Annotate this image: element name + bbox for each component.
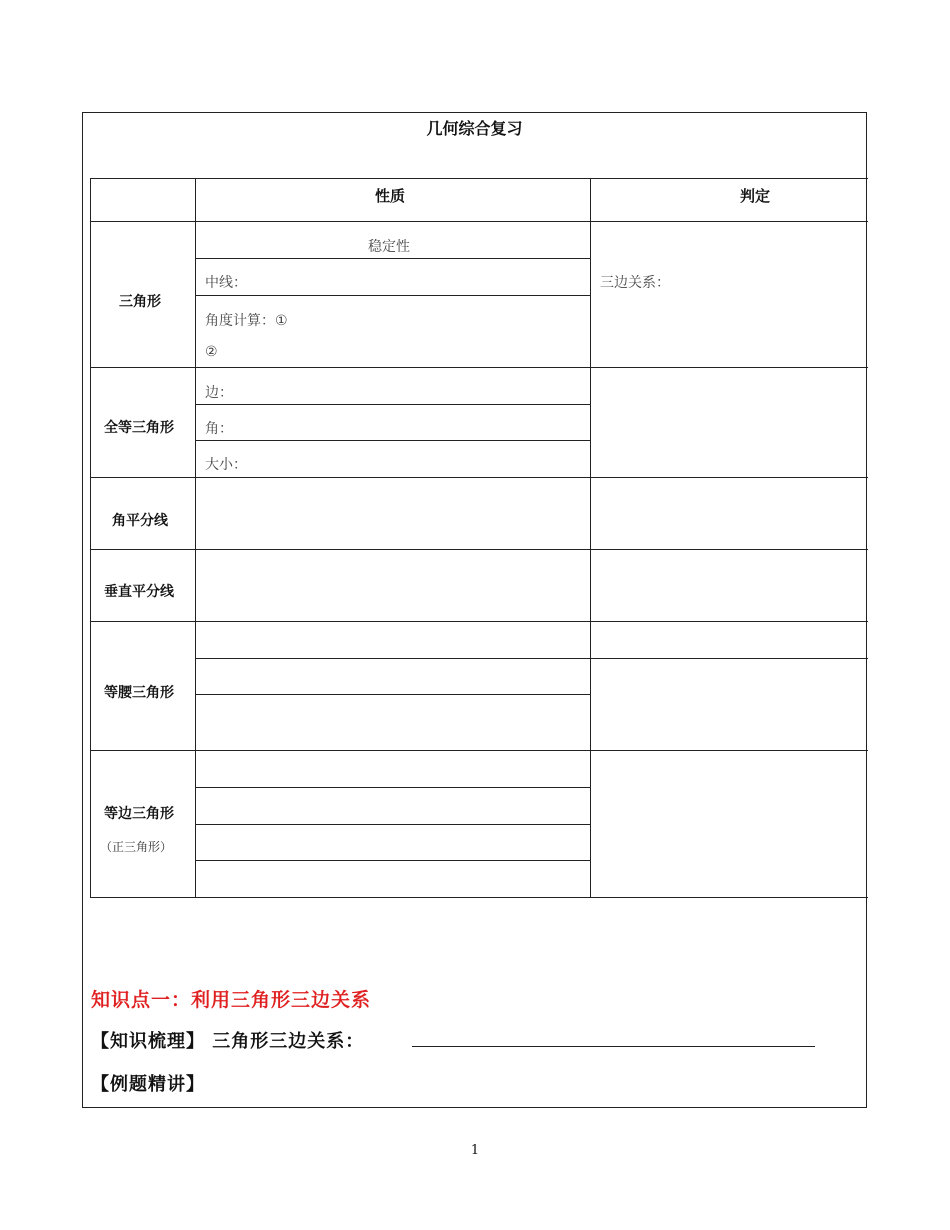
knowledge-point-heading: 知识点一：利用三角形三边关系 (91, 989, 372, 1011)
document-frame (82, 112, 867, 1108)
congruent-prop-size: 大小： (205, 457, 247, 473)
triangle-prop-median: 中线： (205, 275, 247, 291)
row-sublabel-equilateral: （正三角形） (100, 840, 173, 854)
triangle-prop-angle-2: ② (205, 344, 218, 360)
header-properties: 性质 (375, 187, 406, 205)
knowledge-review-line: 【知识梳理】 三角形三边关系： (91, 1031, 365, 1052)
congruent-prop-angle: 角： (205, 421, 233, 437)
row-label-perpendicular-bisector: 垂直平分线 (104, 584, 174, 600)
triangle-prop-angle-1: 角度计算：① (205, 313, 288, 329)
triangle-criteria: 三边关系： (600, 275, 670, 291)
examples-heading: 【例题精讲】 (91, 1074, 205, 1095)
answer-blank (412, 1046, 815, 1047)
page-number: 1 (470, 1143, 480, 1158)
document-title: 几何综合复习 (426, 119, 523, 138)
row-label-angle-bisector: 角平分线 (112, 513, 168, 529)
row-label-congruent: 全等三角形 (104, 420, 174, 436)
row-label-equilateral: 等边三角形 (104, 806, 174, 822)
row-label-isosceles: 等腰三角形 (104, 685, 174, 701)
header-criteria: 判定 (740, 187, 771, 205)
congruent-prop-side: 边： (205, 385, 233, 401)
triangle-prop-stability: 稳定性 (368, 239, 410, 255)
row-label-triangle: 三角形 (119, 294, 161, 310)
